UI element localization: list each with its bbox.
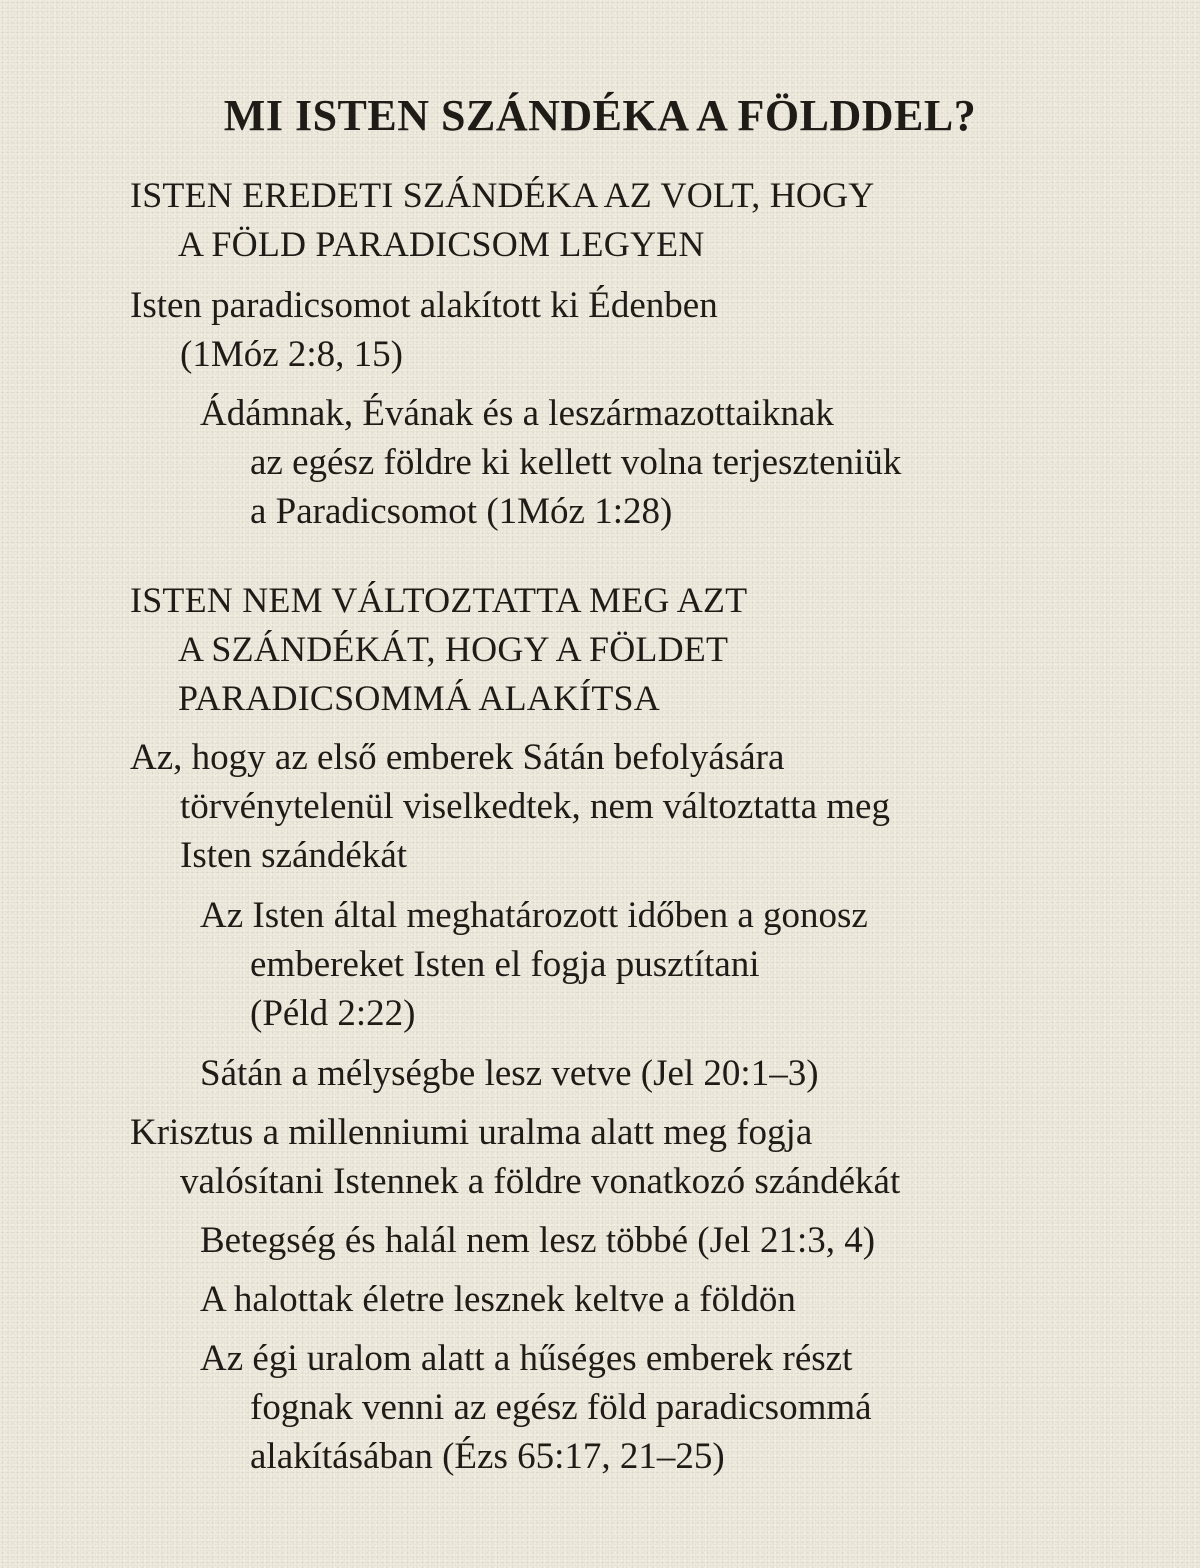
subpoint-line: alakításában (Ézs 65:17, 21–25) [250,1436,725,1477]
heading-line: PARADICSOMMÁ ALAKÍTSA [178,678,660,718]
subpoint-adam-eve [200,389,901,536]
heading-line: ISTEN NEM VÁLTOZTATTA MEG AZT [130,580,748,620]
subpoint-line: Sátán a mélységbe lesz vetve (Jel 20:1–3) [200,1053,819,1094]
heading-line: A FÖLD PARADICSOM LEGYEN [178,224,705,264]
point-line: Isten paradicsomot alakított ki Édenben [130,285,718,326]
subpoint-line: az egész földre ki kellett volna terjeszteniük [250,442,902,483]
subpoint-line: fognak venni az egész föld paradicsommá [250,1387,872,1428]
subpoint-wicked-destroyed [200,891,868,1038]
subpoint-line: A halottak életre lesznek keltve a földön [200,1279,796,1320]
subpoint-no-sickness [200,1216,875,1265]
section-heading-1 [130,171,875,269]
point-line: Az, hogy az első emberek Sátán befolyására [130,737,785,778]
subpoint-line: Az égi uralom alatt a hűséges emberek részt [200,1338,853,1379]
subpoint-line: Ádámnak, Évának és a leszármazottaiknak [200,393,834,434]
point-christ-millennium [130,1108,900,1206]
heading-line: ISTEN EREDETI SZÁNDÉKA AZ VOLT, HOGY [130,175,875,215]
point-line: Krisztus a millenniumi uralma alatt meg fogja [130,1112,813,1153]
subpoint-satan-abyss [200,1049,819,1098]
point-paradise-eden [130,281,718,379]
subpoint-resurrection [200,1275,796,1324]
subpoint-line: a Paradicsomot (1Móz 1:28) [250,491,673,532]
subpoint-line: Az Isten által meghatározott időben a gonosz [200,895,868,936]
section-heading-2 [130,576,747,723]
subpoint-line: embereket Isten el fogja pusztítani [250,944,760,985]
point-line: valósítani Istennek a földre vonatkozó szándékát [180,1161,901,1202]
subpoint-line: Betegség és halál nem lesz többé (Jel 21:3, 4) [200,1220,876,1261]
page-title: MI ISTEN SZÁNDÉKA A FÖLDDEL? [223,91,977,140]
point-line: (1Móz 2:8, 15) [180,334,403,375]
subpoint-line: (Péld 2:22) [250,993,416,1034]
heading-line: A SZÁNDÉKÁT, HOGY A FÖLDET [178,629,729,669]
subpoint-paradise-earth [200,1334,872,1481]
point-line: Isten szándékát [180,835,408,876]
point-line: törvénytelenül viselkedtek, nem változtatta meg [180,786,890,827]
point-first-humans [130,733,890,880]
